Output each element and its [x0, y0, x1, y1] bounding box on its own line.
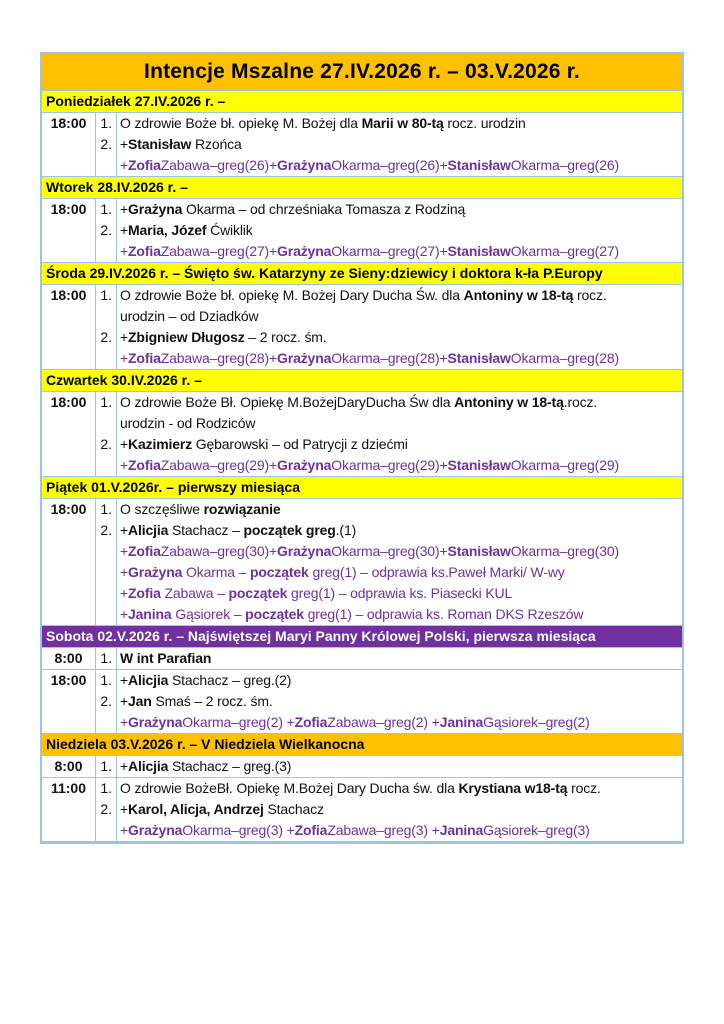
intention-line — [96, 199, 682, 220]
intention-lines — [96, 285, 682, 369]
intention-text — [117, 541, 682, 562]
day-section — [42, 626, 682, 734]
intention-segment: Zabawa–greg(28)+ — [160, 350, 278, 366]
line-number: 1. — [96, 392, 117, 413]
line-number: 1. — [96, 670, 117, 691]
intention-line — [96, 134, 682, 155]
intention-segment: Okarma–greg(29) — [510, 457, 619, 473]
schedule-row — [42, 113, 682, 177]
intention-line — [96, 327, 682, 348]
intention-text — [117, 691, 682, 712]
intention-segment: Okarma – — [182, 564, 250, 580]
intention-segment: Grażyna — [128, 564, 183, 580]
intention-segment: O zdrowie BożeBł. Opiekę M.Bożej Dary Ducha św. dla — [120, 780, 459, 796]
intention-segment: + — [120, 157, 129, 173]
intention-line — [96, 392, 682, 413]
intention-text — [117, 434, 682, 455]
intention-segment: Antoniny w 18-tą — [463, 287, 574, 303]
intention-lines — [96, 113, 682, 176]
day-header: Niedziela 03.V.2026 r. – V Niedziela Wielkanocna — [42, 734, 682, 756]
line-number — [96, 604, 117, 625]
intention-segment: Zabawa–greg(3) + — [327, 822, 440, 838]
line-number: 1. — [96, 113, 117, 134]
schedule-row — [42, 199, 682, 263]
intention-segment: greg(1) – odprawia ks.Paweł Marki/ W-wy — [308, 564, 565, 580]
day-header: Poniedziałek 27.IV.2026 r. – — [42, 91, 682, 113]
line-number: 2. — [96, 134, 117, 155]
line-number — [96, 413, 117, 434]
intention-segment: .(1) — [335, 522, 357, 538]
intention-text — [117, 392, 682, 413]
intention-segment: Stanisław — [447, 243, 511, 259]
line-number — [96, 583, 117, 604]
time-cell: 11:00 — [42, 778, 96, 841]
intention-segment: Zofia — [128, 543, 161, 559]
intention-segment: + — [120, 201, 129, 217]
intention-segment: Zofia — [128, 350, 161, 366]
schedule-row — [42, 499, 682, 626]
intention-segment: O zdrowie Boże bł. opiekę M. Bożej dla — [120, 115, 362, 131]
line-number — [96, 455, 117, 476]
day-section — [42, 91, 682, 177]
intention-line — [96, 434, 682, 455]
intention-text — [117, 712, 682, 733]
line-number: 1. — [96, 778, 117, 799]
schedule-row — [42, 392, 682, 477]
intention-segment: W int Parafian — [120, 650, 212, 666]
intention-text — [117, 134, 682, 155]
intention-text — [117, 778, 682, 799]
intention-text — [117, 604, 682, 625]
intention-segment: + — [120, 522, 129, 538]
schedule-table — [40, 52, 684, 844]
intention-line — [96, 562, 682, 583]
day-header: Wtorek 28.IV.2026 r. – — [42, 177, 682, 199]
intention-line — [96, 520, 682, 541]
intention-segment: początek greg — [243, 522, 336, 538]
day-header: Czwartek 30.IV.2026 r. – — [42, 370, 682, 392]
intention-segment: Janina — [439, 714, 484, 730]
intention-segment: + — [120, 136, 129, 152]
intention-segment: Janina — [128, 606, 172, 622]
intention-line — [96, 799, 682, 820]
time-cell: 18:00 — [42, 199, 96, 262]
intention-segment: + — [120, 350, 129, 366]
intention-segment: Gąsiorek–greg(3) — [483, 822, 590, 838]
intention-segment: urodzin - od Rodziców — [120, 415, 256, 431]
line-number — [96, 241, 117, 262]
schedule-row — [42, 756, 682, 778]
line-number — [96, 712, 117, 733]
day-section — [42, 177, 682, 263]
intention-line — [96, 285, 682, 306]
intention-segment: + — [120, 543, 129, 559]
intention-text — [117, 820, 682, 841]
intention-segment: + — [120, 585, 129, 601]
intention-line — [96, 499, 682, 520]
intention-segment: początek — [249, 564, 309, 580]
intention-line — [96, 113, 682, 134]
line-number — [96, 306, 117, 327]
day-header: Środa 29.IV.2026 r. – Święto św. Katarzyny ze Sieny:dziewicy i doktora k-ła P.Europy — [42, 263, 682, 285]
day-header: Piątek 01.V.2026r. – pierwszy miesiąca — [42, 477, 682, 499]
intention-segment: Zofia — [128, 157, 161, 173]
intention-text — [117, 241, 682, 262]
intention-segment: Gąsiorek–greg(2) — [483, 714, 590, 730]
intention-segment: + — [120, 222, 129, 238]
intention-line — [96, 820, 682, 841]
line-number: 1. — [96, 756, 117, 777]
time-cell: 18:00 — [42, 499, 96, 625]
intention-text — [117, 285, 682, 306]
intention-line — [96, 670, 682, 691]
line-number: 2. — [96, 691, 117, 712]
intention-segment: Stanisław — [447, 543, 511, 559]
intention-line — [96, 778, 682, 799]
intention-segment: rozwiązanie — [203, 501, 281, 517]
intention-line — [96, 712, 682, 733]
intention-text — [117, 562, 682, 583]
schedule-row — [42, 670, 682, 734]
line-number — [96, 155, 117, 176]
schedule-row — [42, 778, 682, 842]
intention-segment: Alicjia — [128, 522, 169, 538]
intention-segment: Zabawa–greg(2) + — [327, 714, 440, 730]
intention-segment: Grażyna — [277, 243, 332, 259]
intention-segment: + — [120, 758, 129, 774]
intention-segment: Grażyna — [128, 201, 183, 217]
intention-segment: .rocz. — [563, 394, 598, 410]
time-cell: 18:00 — [42, 285, 96, 369]
intention-segment: początek — [245, 606, 304, 622]
intention-segment: początek — [228, 585, 288, 601]
intention-text — [117, 199, 682, 220]
intention-text — [117, 499, 682, 520]
intention-segment: Krystiana w18-tą — [458, 780, 568, 796]
intention-segment: + — [120, 436, 129, 452]
line-number: 2. — [96, 327, 117, 348]
intention-text — [117, 113, 682, 134]
intention-segment: Marii w 80-tą — [361, 115, 444, 131]
intention-segment: Zabawa–greg(30)+ — [160, 543, 278, 559]
intention-segment: Okarma–greg(26) — [510, 157, 619, 173]
day-section — [42, 263, 682, 370]
page-title: Intencje Mszalne 27.IV.2026 r. – 03.V.2026 r. — [42, 54, 682, 91]
intention-line — [96, 604, 682, 625]
intention-segment: + — [120, 714, 129, 730]
intention-line — [96, 541, 682, 562]
intention-segment: Okarma–greg(29)+ — [331, 457, 448, 473]
day-section — [42, 734, 682, 842]
intention-segment: Okarma–greg(28) — [510, 350, 619, 366]
intention-segment: + — [120, 243, 129, 259]
intention-text — [117, 799, 682, 820]
intention-segment: Zofia — [294, 822, 328, 838]
intention-segment: Smaś – 2 rocz. śm. — [151, 693, 273, 709]
intention-segment: Kazimierz — [128, 436, 193, 452]
intention-segment: Stanisław — [447, 350, 511, 366]
time-cell: 18:00 — [42, 113, 96, 176]
intention-segment: Grażyna — [128, 714, 183, 730]
intention-segment: rocz. — [567, 780, 601, 796]
line-number: 2. — [96, 220, 117, 241]
intention-segment: – 2 rocz. śm. — [244, 329, 327, 345]
intention-lines — [96, 756, 682, 777]
intention-lines — [96, 778, 682, 841]
intention-segment: Zofia — [128, 585, 161, 601]
intention-segment: greg(1) – odprawia ks. Roman DKS Rzeszów — [303, 606, 584, 622]
intention-segment: rocz. urodzin — [443, 115, 526, 131]
intention-text — [117, 306, 682, 327]
intention-segment: + — [120, 606, 129, 622]
intention-segment: Okarma–greg(30)+ — [331, 543, 448, 559]
line-number: 2. — [96, 799, 117, 820]
intention-segment: Stachacz – greg.(3) — [168, 758, 292, 774]
intention-lines — [96, 648, 682, 669]
intention-segment: Okarma–greg(27)+ — [331, 243, 448, 259]
intention-line — [96, 306, 682, 327]
intention-segment: Zbigniew Długosz — [128, 329, 245, 345]
intention-segment: Zabawa – — [160, 585, 229, 601]
time-cell: 8:00 — [42, 756, 96, 777]
intention-text — [117, 455, 682, 476]
intention-segment: Gąsiorek – — [171, 606, 246, 622]
intention-segment: Alicjia — [128, 758, 169, 774]
intention-text — [117, 583, 682, 604]
intention-segment: Okarma – od chrześniaka Tomasza z Rodziną — [182, 201, 466, 217]
intention-segment: Grażyna — [277, 350, 332, 366]
line-number: 1. — [96, 285, 117, 306]
intention-segment: Stanisław — [128, 136, 192, 152]
intention-segment: + — [120, 693, 129, 709]
intention-segment: Okarma–greg(27) — [510, 243, 619, 259]
intention-segment: + — [120, 672, 129, 688]
intention-segment: Stanisław — [447, 157, 511, 173]
intention-segment: + — [120, 801, 129, 817]
intention-text — [117, 670, 682, 691]
intention-segment: Alicjia — [128, 672, 169, 688]
intention-lines — [96, 499, 682, 625]
line-number: 2. — [96, 434, 117, 455]
intention-segment: Zabawa–greg(26)+ — [160, 157, 278, 173]
intention-text — [117, 756, 682, 777]
intention-segment: Okarma–greg(2) + — [182, 714, 295, 730]
schedule-row — [42, 648, 682, 670]
intention-segment: Rzońca — [191, 136, 242, 152]
intention-segment: Janina — [439, 822, 484, 838]
intention-segment: O zdrowie Boże Bł. Opiekę M.BożejDaryDucha Św dla — [120, 394, 455, 410]
intention-segment: Okarma–greg(28)+ — [331, 350, 448, 366]
line-number — [96, 820, 117, 841]
intention-segment: + — [120, 822, 129, 838]
intention-segment: O szczęśliwe — [120, 501, 204, 517]
intention-text — [117, 155, 682, 176]
intention-segment: Zofia — [128, 457, 161, 473]
intention-segment: Maria, Józef — [128, 222, 207, 238]
intention-segment: greg(1) – odprawia ks. Piasecki KUL — [287, 585, 513, 601]
line-number — [96, 562, 117, 583]
day-header: Sobota 02.V.2026 r. – Najświętszej Maryi Panny Królowej Polski, pierwsza miesiąca — [42, 626, 682, 648]
day-section — [42, 477, 682, 626]
intention-line — [96, 583, 682, 604]
schedule-body — [42, 91, 682, 842]
intention-segment: Grażyna — [277, 457, 332, 473]
intention-lines — [96, 670, 682, 733]
intention-text — [117, 648, 682, 669]
intention-segment: Okarma–greg(26)+ — [331, 157, 448, 173]
intention-segment: Grażyna — [277, 543, 332, 559]
intention-segment: Jan — [128, 693, 152, 709]
intention-segment: Gębarowski – od Patrycji z dziećmi — [192, 436, 408, 452]
intention-line — [96, 220, 682, 241]
intention-segment: Stanisław — [447, 457, 511, 473]
schedule-row — [42, 285, 682, 370]
day-section — [42, 370, 682, 477]
intention-line — [96, 648, 682, 669]
intention-segment: Grażyna — [277, 157, 332, 173]
intention-segment: Okarma–greg(3) + — [182, 822, 295, 838]
intention-segment: rocz. — [573, 287, 607, 303]
intention-segment: Stachacz — [263, 801, 324, 817]
intention-segment: Okarma–greg(30) — [510, 543, 619, 559]
intention-line — [96, 155, 682, 176]
time-cell: 18:00 — [42, 670, 96, 733]
intention-segment: Zofia — [294, 714, 328, 730]
intention-text — [117, 413, 682, 434]
intention-line — [96, 455, 682, 476]
line-number: 1. — [96, 648, 117, 669]
intention-text — [117, 327, 682, 348]
intention-text — [117, 220, 682, 241]
time-cell: 18:00 — [42, 392, 96, 476]
intention-line — [96, 691, 682, 712]
intention-lines — [96, 392, 682, 476]
intention-segment: Stachacz – greg.(2) — [168, 672, 292, 688]
intention-segment: urodzin – od Dziadków — [120, 308, 259, 324]
intention-line — [96, 241, 682, 262]
line-number: 1. — [96, 199, 117, 220]
intention-segment: Zofia — [128, 243, 161, 259]
intention-segment: O zdrowie Boże bł. opiekę M. Bożej Dary Ducha Św. dla — [120, 287, 464, 303]
intention-segment: Karol, Alicja, Andrzej — [128, 801, 264, 817]
intention-segment: Zabawa–greg(27)+ — [160, 243, 278, 259]
intention-segment: + — [120, 457, 129, 473]
intention-line — [96, 413, 682, 434]
intention-segment: Ćwiklik — [206, 222, 253, 238]
intention-segment: Grażyna — [128, 822, 183, 838]
line-number — [96, 348, 117, 369]
line-number: 2. — [96, 520, 117, 541]
intention-text — [117, 348, 682, 369]
line-number: 1. — [96, 499, 117, 520]
intention-segment: Antoniny w 18-tą — [454, 394, 564, 410]
intention-segment: Zabawa–greg(29)+ — [160, 457, 278, 473]
intention-line — [96, 348, 682, 369]
intention-lines — [96, 199, 682, 262]
time-cell: 8:00 — [42, 648, 96, 669]
line-number — [96, 541, 117, 562]
intention-line — [96, 756, 682, 777]
intention-text — [117, 520, 682, 541]
intention-segment: Stachacz – — [168, 522, 244, 538]
intention-segment: + — [120, 329, 129, 345]
intention-segment: + — [120, 564, 129, 580]
